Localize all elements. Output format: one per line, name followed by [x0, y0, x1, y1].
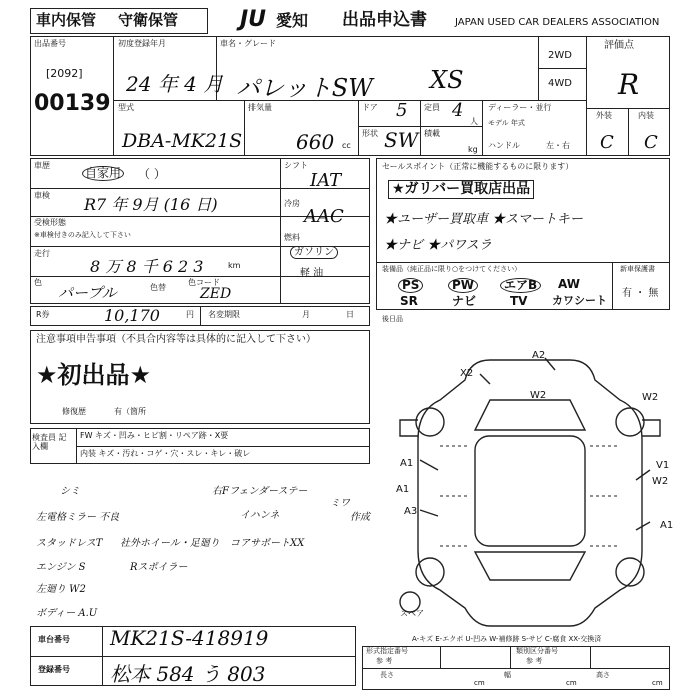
ac-label: 冷房 — [284, 199, 300, 208]
displacement-label: 排気量 — [248, 103, 272, 112]
shift-value: IAT — [310, 170, 342, 191]
doors-value: 5 — [396, 100, 408, 121]
note-core: コアサポートXX — [230, 538, 305, 549]
brand-logo: JU — [240, 7, 267, 32]
type-designation-label: 形式指定番号 — [366, 647, 408, 655]
note-studless: スタッドレスT — [36, 538, 103, 549]
diagram-label-a2: A2 — [532, 350, 546, 361]
equip-seat: カワシート — [552, 294, 607, 307]
diagram-legend: A-キズ E-エクボ U-凹み W-補修跡 S-サビ C-腐食 XX-交換済 — [412, 635, 602, 643]
shaken-value: R7 年 9月 (16 日) — [84, 195, 218, 214]
displacement-unit: cc — [342, 141, 351, 150]
diagram-label-v1: V1 — [656, 460, 670, 471]
inspector-label: 検査員 記入欄 — [32, 433, 67, 451]
equip-navi: ナビ — [452, 294, 477, 308]
color-label: 色 — [34, 278, 42, 287]
ac-value: AAC — [304, 206, 344, 227]
doors-label: ドア — [362, 103, 378, 112]
association-name: JAPAN USED CAR DEALERS ASSOCIATION — [455, 17, 660, 28]
rating-value: R — [618, 68, 640, 101]
note-spoiler: Rスポイラー — [130, 562, 188, 573]
chassis-label: 車台番号 — [38, 635, 70, 644]
car-name: パレットSW — [236, 74, 373, 102]
name-change-label: 名変期限 — [208, 310, 240, 319]
post-label: 後日品 — [382, 315, 403, 323]
private-use: 自家用 — [82, 166, 124, 181]
equip-pw: PW — [448, 278, 478, 293]
grade: XS — [430, 66, 464, 94]
chassis-value: MK21S-418919 — [110, 626, 269, 650]
ext-value: C — [600, 132, 614, 153]
body-value: SW — [384, 128, 419, 152]
handle-label: ハンドル — [488, 141, 520, 150]
model-label: 型式 — [118, 103, 134, 112]
diagram-label-a3: A3 — [404, 506, 418, 517]
mileage-label: 走行 — [34, 249, 50, 258]
diagram-label-x2: X2 — [460, 368, 474, 379]
selling-banner: ★ガリバー買取店出品 — [388, 180, 534, 199]
repair-label: 修復歴 — [62, 407, 86, 416]
storage-guard-label: 守衛保管 — [118, 11, 179, 29]
note-mirror: 左電格ミラー 不良 — [36, 512, 120, 523]
color-code-label: 色コード — [188, 278, 220, 287]
warranty-label: 新車保護書 — [620, 265, 655, 273]
first-reg-label: 初度登録年月 — [118, 39, 166, 48]
category-number-ref: 参 考 — [526, 657, 543, 665]
first-reg-value: 24 年 4 月 — [126, 72, 224, 96]
note-wheel: 社外ホイール・足廻り — [120, 538, 220, 549]
equip-tv: TV — [510, 294, 528, 308]
selling-points-1: ★ユーザー買取車 ★スマートキー — [384, 212, 583, 227]
fuel-label: 燃料 — [284, 233, 300, 242]
color-code-value: ZED — [200, 286, 232, 302]
shift-label: シフト — [284, 161, 308, 170]
plate-value: 松本 584 う 803 — [110, 662, 266, 686]
equip-ps: PS — [398, 278, 423, 293]
load-unit: kg — [468, 145, 478, 154]
lot-number: 00139 — [34, 91, 111, 116]
r-unit: 円 — [186, 310, 194, 319]
diagram-label-w2-right: W2 — [642, 392, 659, 403]
note-body: ボディー A.U — [36, 608, 98, 619]
ext-label: 外装 — [596, 111, 612, 120]
fw-line: FW キズ・凹み・ヒビ割・リペア跡・X要 — [80, 431, 229, 440]
form-title: 出品申込書 — [342, 10, 427, 30]
r-label: R券 — [36, 310, 50, 319]
model-value: DBA-MK21S — [122, 130, 243, 152]
length-unit: cm — [474, 679, 485, 687]
warranty-options: 有 ・ 無 — [622, 288, 659, 299]
dealer-label: ディーラー・並行 — [488, 103, 552, 112]
lot-label: 出品番号 — [34, 39, 66, 48]
diagram-label-a1-left: A1 — [400, 458, 414, 469]
seats-label: 定員 — [424, 103, 440, 112]
history-paren: （ ） — [138, 167, 166, 181]
diagram-label-spare: スペア — [400, 609, 424, 618]
drive-4wd: 4WD — [548, 78, 572, 89]
storage-in-label: 車内保管 — [36, 11, 97, 29]
mileage-unit: km — [228, 261, 241, 270]
receipt-note: ※車検付きのみ記入して下さい — [34, 231, 131, 239]
selling-points-2: ★ナビ ★パワスラ — [384, 238, 492, 253]
equip-aw: AW — [558, 277, 580, 291]
note-left: 左廻り W2 — [36, 584, 86, 595]
type-designation-ref: 参 考 — [376, 657, 393, 665]
height-label: 高さ — [596, 671, 610, 679]
history-label: 車歴 — [34, 161, 50, 170]
note-ihanne: イハンネ — [240, 510, 280, 521]
r-value: 10,170 — [104, 306, 160, 325]
length-label: 長さ — [380, 671, 394, 679]
note-engine: エンジン S — [36, 562, 86, 573]
equip-airbag: エアB — [500, 278, 541, 293]
diagram-label-w2-side: W2 — [652, 476, 669, 487]
mileage-value: 8 万 8 千 6 2 3 — [90, 257, 204, 276]
seats-unit: 人 — [470, 117, 478, 126]
repair-value: 有（箇所 — [114, 407, 146, 416]
diagram-label-a1-right: A1 — [660, 520, 674, 531]
load-label: 積載 — [424, 129, 440, 138]
car-damage-diagram — [380, 340, 680, 640]
plate-label: 登録番号 — [38, 665, 70, 674]
color-change-label: 色替 — [150, 283, 166, 292]
rating-label: 評価点 — [604, 40, 634, 51]
interior-line: 内装 キズ・汚れ・コゲ・穴・スレ・キレ・破レ — [80, 449, 251, 458]
note-made: 作成 — [350, 512, 370, 523]
name-change-day: 日 — [346, 310, 354, 319]
selling-title: セールスポイント（正常に機能するものに限ります） — [382, 162, 574, 171]
name-label: 車名・グレード — [220, 39, 276, 48]
receipt-label: 受検形態 — [34, 218, 66, 227]
note-stain: シミ — [60, 486, 80, 497]
brand-name: 愛知 — [276, 11, 309, 30]
category-number-label: 類別区分番号 — [516, 647, 558, 655]
int-label: 内装 — [638, 111, 654, 120]
shaken-label: 車検 — [34, 191, 50, 200]
lot-ref: [2092] — [46, 67, 83, 80]
color-value: パープル — [58, 284, 117, 302]
note-fender: 右Fフェンダーステー — [212, 486, 308, 497]
fuel-value: ガソリン — [290, 246, 338, 259]
diagram-label-a1-mid: A1 — [396, 484, 410, 495]
model-year-label: モデル 年式 — [488, 119, 525, 127]
name-change-month: 月 — [302, 310, 310, 319]
note-miwa: ミワ — [330, 498, 350, 509]
displacement-value: 660 — [296, 130, 335, 154]
int-value: C — [644, 132, 658, 153]
height-unit: cm — [652, 679, 663, 687]
first-listing: ★初出品★ — [36, 361, 152, 389]
seats-value: 4 — [452, 100, 464, 121]
fuel-diesel: 軽 油 — [300, 268, 324, 279]
equip-title: 装備品（純正品に限り○をつけてください） — [382, 265, 522, 273]
width-label: 幅 — [504, 671, 511, 679]
body-label: 形状 — [362, 129, 378, 138]
notes-title: 注意事項申告事項（不具合内容等は具体的に記入して下さい） — [36, 334, 316, 345]
diagram-label-w2-top: W2 — [530, 390, 547, 401]
drive-2wd: 2WD — [548, 50, 572, 61]
width-unit: cm — [566, 679, 577, 687]
equip-sr: SR — [400, 294, 418, 308]
handle-options: 左・右 — [546, 141, 570, 150]
